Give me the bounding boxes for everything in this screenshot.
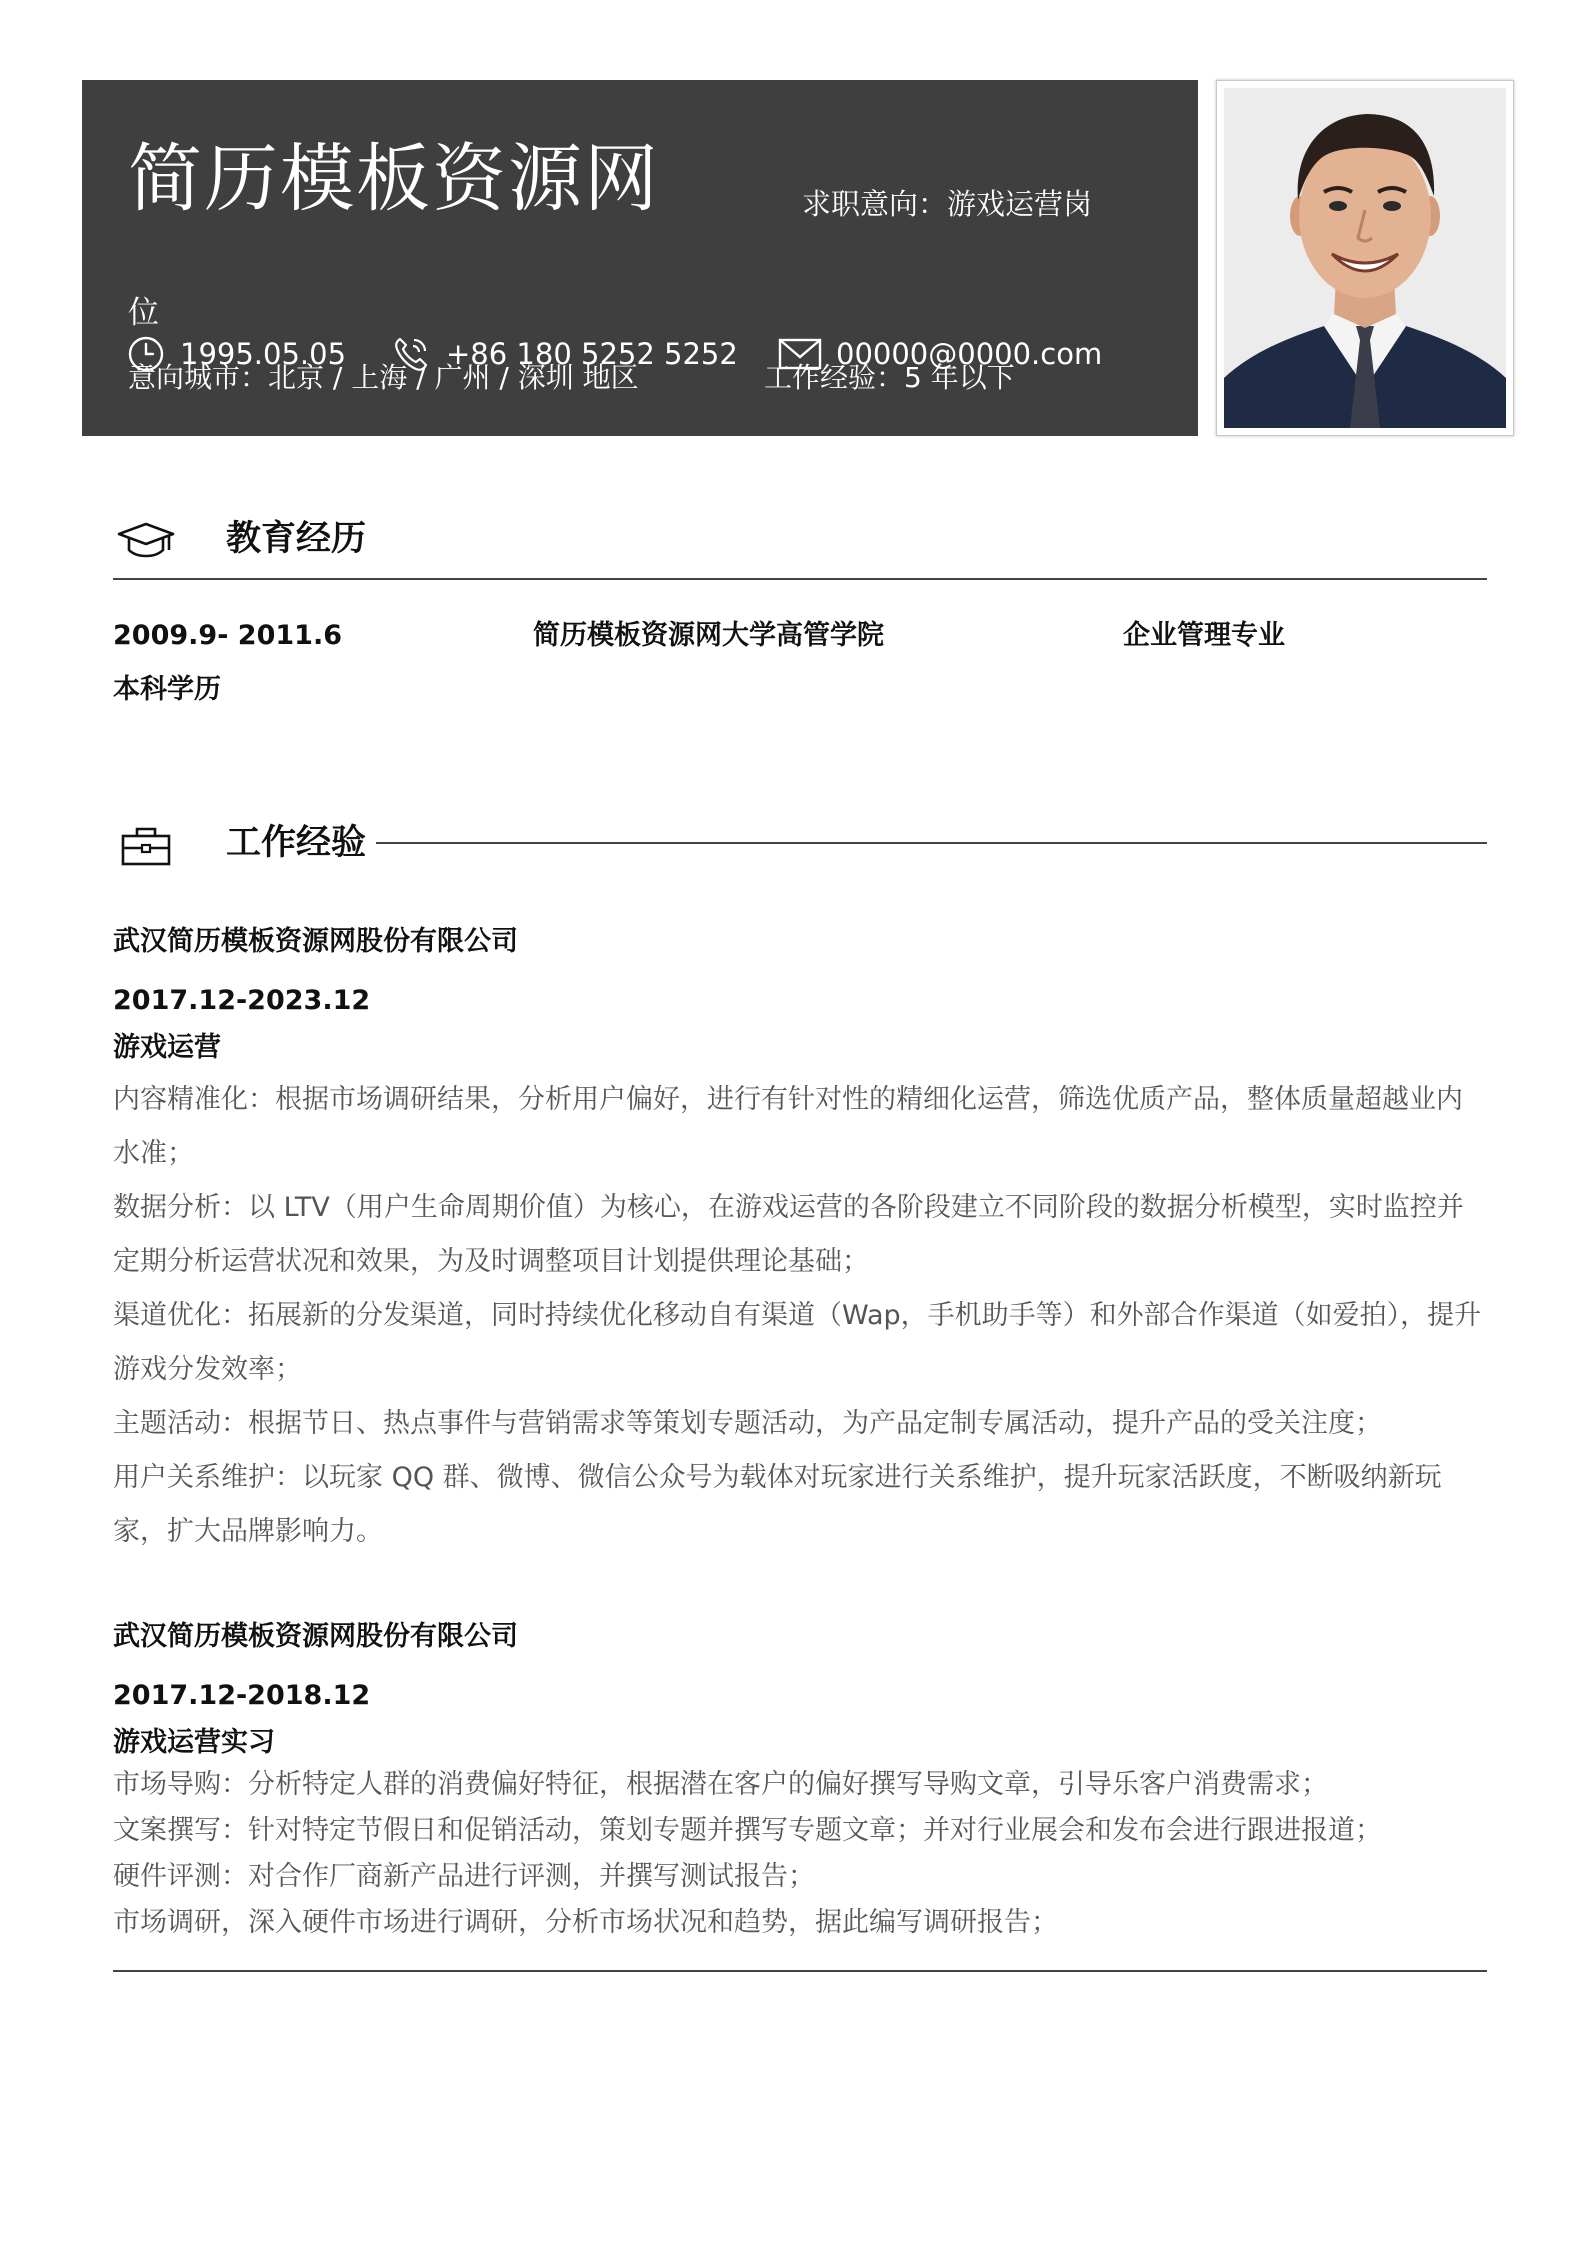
work-divider — [376, 842, 1487, 844]
header-band — [82, 80, 1198, 436]
phone-text: +86 180 5252 5252 — [446, 336, 738, 371]
duty-item: 市场导购：分析特定人群的消费偏好特征，根据潜在客户的偏好撰写导购文章，引导乐客户消费需求； — [113, 1769, 1328, 1800]
job-duties — [113, 1073, 1487, 1559]
job-duties — [113, 1762, 1487, 1946]
education-title: 教育经历 — [226, 519, 367, 559]
job-role: 游戏运营实习 — [113, 1727, 275, 1758]
job-period: 2017.12-2023.12 — [113, 985, 371, 1016]
job-company: 武汉简历模板资源网股份有限公司 — [113, 926, 518, 957]
job-entry — [113, 928, 1487, 1559]
job-entry — [113, 1623, 1487, 1946]
education-period: 2009.9- 2011.6 — [113, 620, 342, 651]
work-experience-years: 工作经验：5 年以下 — [764, 361, 1015, 394]
job-company: 武汉简历模板资源网股份有限公司 — [113, 1621, 518, 1652]
birthday-text: 1995.05.05 — [180, 336, 347, 371]
job-role: 游戏运营 — [113, 1032, 221, 1063]
job-intent: 求职意向：游戏运营岗 — [802, 187, 1093, 221]
duty-item: 数据分析：以 LTV（用户生命周期价值）为核心，在游戏运营的各阶段建立不同阶段的数据分析模型，实时监控并定期分析运营状况和效果，为及时调整项目计划提供理论基础； — [113, 1192, 1464, 1277]
duty-item: 文案撰写：针对特定节假日和促销活动，策划专题并撰写专题文章；并对行业展会和发布会进行跟进报道； — [113, 1815, 1382, 1846]
duty-item: 用户关系维护：以玩家 QQ 群、微博、微信公众号为载体对玩家进行关系维护，提升玩家活跃度，不断吸纳新玩家，扩大品牌影响力。 — [113, 1462, 1442, 1547]
duty-item: 内容精准化：根据市场调研结果，分析用户偏好，进行有针对性的精细化运营，筛选优质产品，整体质量超越业内水准； — [113, 1084, 1463, 1169]
duty-item: 市场调研，深入硬件市场进行调研，分析市场状况和趋势，据此编写调研报告； — [113, 1907, 1058, 1938]
education-major: 企业管理专业 — [1123, 620, 1285, 651]
bottom-divider — [113, 1970, 1487, 1972]
duty-item: 主题活动：根据节日、热点事件与营销需求等策划专题活动，为产品定制专属活动，提升产品的受关注度； — [113, 1408, 1382, 1439]
education-divider — [113, 578, 1487, 580]
candidate-name: 简历模板资源网 — [128, 136, 660, 222]
work-title: 工作经验 — [226, 823, 367, 863]
education-degree: 本科学历 — [113, 674, 221, 705]
meta-row — [128, 361, 1188, 398]
briefcase-icon — [115, 824, 177, 872]
job-period: 2017.12-2018.12 — [113, 1680, 371, 1711]
education-section-header — [113, 508, 1487, 578]
portrait-image — [1224, 88, 1506, 428]
duty-item: 硬件评测：对合作厂商新产品进行评测，并撰写测试报告； — [113, 1861, 815, 1892]
work-section-header — [113, 812, 1487, 882]
duty-item: 渠道优化：拓展新的分发渠道，同时持续优化移动自有渠道（Wap，手机助手等）和外部合作渠道（如爱拍），提升游戏分发效率； — [113, 1300, 1482, 1385]
target-city: 意向城市：北京 / 上海 / 广州 / 深圳 地区 — [128, 361, 639, 394]
job-intent-overflow: 位 — [128, 295, 159, 331]
graduation-cap-icon — [115, 520, 177, 568]
profile-photo — [1216, 80, 1514, 436]
education-school: 简历模板资源网大学高管学院 — [533, 620, 884, 651]
email-text: 00000@0000.com — [836, 336, 1103, 371]
